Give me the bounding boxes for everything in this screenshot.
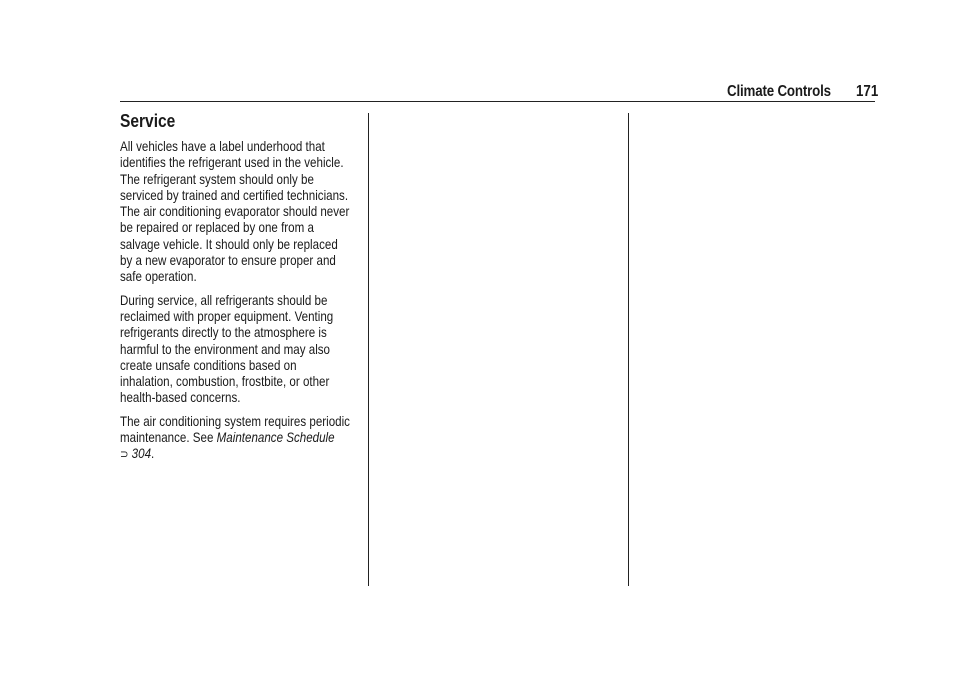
- section-title: Service: [120, 110, 176, 131]
- text-line: reclaimed with proper equipment. Venting: [120, 308, 334, 324]
- text-line: The air conditioning evaporator should never: [120, 204, 350, 220]
- text-line: inhalation, combustion, frostbite, or other: [120, 374, 330, 390]
- paragraph-periodic-maintenance: [120, 414, 355, 463]
- content-column-1: [120, 110, 355, 470]
- text-line: by a new evaporator to ensure proper and: [120, 253, 336, 269]
- text-line: All vehicles have a label underhood that: [120, 139, 325, 154]
- text-line: [120, 446, 355, 462]
- text-line: [120, 430, 355, 446]
- text-line: refrigerants directly to the atmosphere is: [120, 325, 327, 341]
- column-divider-left: [368, 113, 369, 586]
- page-number: 171: [856, 83, 879, 100]
- header-rule: [120, 101, 875, 102]
- cross-reference-page[interactable]: 304: [131, 446, 152, 462]
- text-line: harmful to the environment and may also: [120, 341, 331, 357]
- text-line: salvage vehicle. It should only be replaced: [120, 236, 338, 252]
- text-line: serviced by trained and certified technicians.: [120, 187, 349, 203]
- page-reference-icon: ⊃: [120, 447, 129, 462]
- text-line: During service, all refrigerants should be: [120, 292, 328, 308]
- column-divider-right: [628, 113, 629, 586]
- text-line: create unsafe conditions based on: [120, 357, 297, 373]
- paragraph-refrigerant-reclaim: [120, 293, 355, 407]
- text-line: health-based concerns.: [120, 390, 241, 406]
- text-line: safe operation.: [120, 269, 197, 285]
- text-fragment: maintenance. See: [120, 430, 217, 446]
- running-header-section: Climate Controls: [727, 83, 831, 100]
- text-line: The refrigerant system should only be: [120, 171, 314, 187]
- paragraph-refrigerant-label: [120, 139, 355, 286]
- text-line: The air conditioning system requires periodic: [120, 413, 350, 429]
- text-fragment: .: [151, 446, 155, 462]
- cross-reference-link[interactable]: Maintenance Schedule: [216, 430, 335, 446]
- text-line: identifies the refrigerant used in the vehicle.: [120, 155, 344, 171]
- text-line: be repaired or replaced by one from a: [120, 220, 314, 236]
